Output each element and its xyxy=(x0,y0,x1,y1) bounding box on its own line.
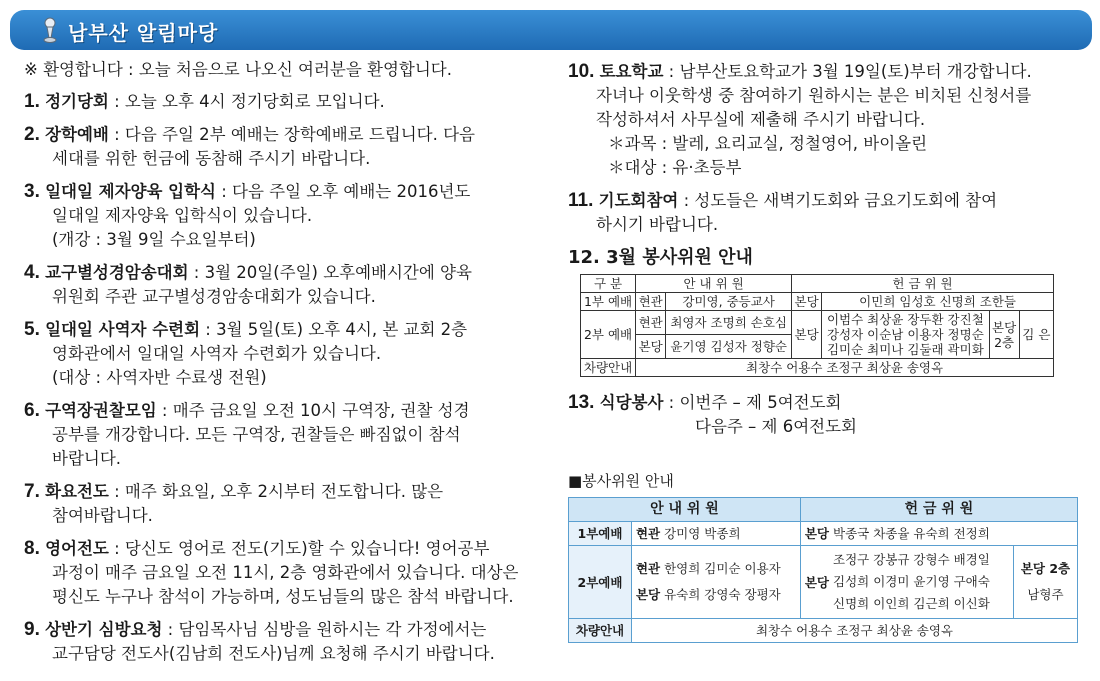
guide-title: ■봉사위원 안내 xyxy=(568,472,674,490)
cell: 헌 금 위 원 xyxy=(792,275,1054,293)
item-heading: 영어전도 xyxy=(45,539,109,558)
item-number: 4. xyxy=(24,262,40,283)
section12-title: 12. 3월 봉사위원 안내 xyxy=(568,247,753,268)
item-text: : 다음 주일 오후 예배는 2016년도 xyxy=(216,182,471,201)
name-line: 신명희 이인희 김근희 이신화 xyxy=(833,596,990,611)
name-line xyxy=(636,556,796,582)
volunteer-table-march xyxy=(580,274,1054,377)
item-heading: 일대일 사역자 수련회 xyxy=(45,320,201,339)
item-text: : 3월 20일(주일) 오후예배시간에 양육 xyxy=(188,263,472,282)
item-number: 3. xyxy=(24,181,40,202)
cell: 2부 예배 xyxy=(581,311,636,359)
cell: 안 내 위 원 xyxy=(636,275,792,293)
volunteer-guide-table xyxy=(568,497,1078,643)
cell: 본당 xyxy=(792,293,822,311)
cell: 김 은 xyxy=(1019,311,1053,359)
cell: 최창수 어용수 조정구 최상윤 송영옥 xyxy=(636,359,1054,377)
item-text: (대상 : 사역자반 수료생 전원) xyxy=(52,368,267,387)
item-text: 바랍니다. xyxy=(52,449,122,468)
item-heading: 화요전도 xyxy=(45,482,109,501)
announcement-item xyxy=(24,261,544,309)
item-number: 5. xyxy=(24,319,40,340)
item-text: : 3월 5일(토) 오후 4시, 본 교회 2층 xyxy=(200,320,468,339)
banner-title: 남부산 알림마당 xyxy=(68,21,219,45)
item-text: : 성도들은 새벽기도회와 금요기도회에 참여 xyxy=(678,191,998,210)
item-subtext: ＊대상 : 유·초등부 xyxy=(608,158,742,177)
cell: 본당 xyxy=(792,311,822,359)
announcement-item xyxy=(24,90,544,114)
speaker-icon xyxy=(40,16,60,44)
item-text: 과정이 매주 금요일 오전 11시, 2층 영화관에서 있습니다. 대상은 xyxy=(52,563,519,582)
item-heading: 식당봉사 xyxy=(599,393,664,412)
cell xyxy=(631,546,800,619)
announcement-item xyxy=(24,480,544,528)
cell: 현관 xyxy=(636,293,666,311)
announcement-item xyxy=(568,60,1088,180)
item-text: : 매주 화요일, 오후 2시부터 전도합니다. 많은 xyxy=(108,482,444,501)
name-line xyxy=(636,582,796,608)
names-cell xyxy=(833,549,990,615)
name-line: 2층 xyxy=(994,334,1015,350)
cell: 최창수 어용수 조정구 최상윤 송영옥 xyxy=(631,619,1077,643)
item-heading: 장학예배 xyxy=(45,125,109,144)
item-text: : 당신도 영어로 전도(기도)할 수 있습니다! 영어공부 xyxy=(108,539,490,558)
cell xyxy=(800,546,1013,619)
item-number: 9. xyxy=(24,619,40,640)
cell: 본당 xyxy=(636,335,666,359)
cell: 1부 예배 xyxy=(581,293,636,311)
name-line: 강성자 이순남 이용자 정명순 xyxy=(826,327,984,342)
item-text: : 오늘 오후 4시 정기당회로 모입니다. xyxy=(108,92,385,111)
names: 유숙희 강영숙 장평자 xyxy=(664,587,781,602)
item-text: 교구담당 전도사(김남희 전도사)님께 요청해 주시기 바랍니다. xyxy=(52,644,495,663)
item-heading: 정기당회 xyxy=(45,92,109,111)
names: 남형주 xyxy=(1027,587,1064,602)
item-number: 13. xyxy=(568,392,595,413)
announcement-item xyxy=(24,537,544,609)
cell xyxy=(989,311,1019,359)
cell: 최영자 조명희 손호심 xyxy=(666,311,792,335)
announcement-list xyxy=(24,90,544,666)
cell xyxy=(1013,546,1077,619)
announcement-item xyxy=(24,123,544,171)
loc: 본당 2층 xyxy=(1020,561,1071,576)
item-number: 1. xyxy=(24,91,40,112)
loc: 현관 xyxy=(635,561,661,576)
announcement-item xyxy=(24,399,544,471)
cell xyxy=(822,311,989,359)
item-number: 6. xyxy=(24,400,40,421)
cell: 2부예배 xyxy=(569,546,632,619)
cell: 1부예배 xyxy=(569,522,632,546)
item-text: 자녀나 이웃학생 중 참여하기 원하시는 분은 비치된 신청서를 xyxy=(596,86,1032,105)
loc: 본당 xyxy=(804,526,830,541)
item-number: 8. xyxy=(24,538,40,559)
announcement-item xyxy=(24,180,544,252)
item-text: 참여바랍니다. xyxy=(52,506,153,525)
item-text: : 다음 주일 2부 예배는 장학예배로 드립니다. 다음 xyxy=(108,125,475,144)
announcement-item xyxy=(568,189,1088,237)
names: 박종국 차종율 유숙희 전정희 xyxy=(833,526,990,541)
names: 한영희 김미순 이용자 xyxy=(664,561,781,576)
item-text: 작성하셔서 사무실에 제출해 주시기 바랍니다. xyxy=(596,110,926,129)
cell: 강미영, 중등교사 xyxy=(666,293,792,311)
announcement-13 xyxy=(568,391,1088,439)
item-text: 세대를 위한 헌금에 동참해 주시기 바랍니다. xyxy=(52,149,371,168)
item-text: 영화관에서 일대일 사역자 수련회가 있습니다. xyxy=(52,344,382,363)
item-number: 2. xyxy=(24,124,40,145)
cell: 차량안내 xyxy=(581,359,636,377)
item-number: 11. xyxy=(568,190,594,211)
name-line: 김성희 이경미 윤기영 구애숙 xyxy=(833,574,990,589)
item-text: 하시기 바랍니다. xyxy=(596,215,719,234)
cell: 이민희 임성호 신명희 조한들 xyxy=(822,293,1054,311)
item-heading: 토요학교 xyxy=(599,62,664,81)
name-line: 조정구 강봉규 강형수 배경일 xyxy=(833,552,990,567)
cell xyxy=(800,522,1077,546)
cell xyxy=(631,522,800,546)
announcement-item xyxy=(24,618,544,666)
item-number: 7. xyxy=(24,481,40,502)
item-text: (개강 : 3월 9일 수요일부터) xyxy=(52,230,256,249)
left-column xyxy=(24,58,544,675)
loc: 현관 xyxy=(635,526,661,541)
item-heading: 교구별성경암송대회 xyxy=(45,263,189,282)
loc: 본당 xyxy=(635,587,661,602)
cell: 헌 금 위 원 xyxy=(800,498,1077,522)
item-number: 10. xyxy=(568,61,595,82)
item-text: : 이번주 – 제 5여전도회 xyxy=(663,393,842,412)
item-text: : 매주 금요일 오전 10시 구역장, 권찰 성경 xyxy=(156,401,470,420)
item-text: : 남부산토요학교가 3월 19일(토)부터 개강합니다. xyxy=(663,62,1032,81)
item-text: 공부를 개강합니다. 모든 구역장, 권찰들은 빠짐없이 참석 xyxy=(52,425,461,444)
cell: 차량안내 xyxy=(569,619,632,643)
announcement-list-right xyxy=(568,60,1088,237)
cell: 윤기영 김성자 정향순 xyxy=(666,335,792,359)
cell: 구 분 xyxy=(581,275,636,293)
cell: 현관 xyxy=(636,311,666,335)
names: 강미영 박종희 xyxy=(664,526,741,541)
item-text: : 담임목사님 심방을 원하시는 각 가정에서는 xyxy=(162,620,487,639)
item-heading: 상반기 심방요청 xyxy=(45,620,163,639)
item-text: 다음주 – 제 6여전도회 xyxy=(695,417,857,436)
name-line: 본당 xyxy=(992,319,1017,335)
item-heading: 일대일 제자양육 입학식 xyxy=(45,182,216,201)
item-text: 위원회 주관 교구별성경암송대회가 있습니다. xyxy=(52,287,376,306)
item-heading: 구역장권찰모임 xyxy=(45,401,157,420)
name-line: 김미순 최미나 김둘래 곽미화 xyxy=(826,342,984,357)
nested xyxy=(805,549,990,615)
right-column xyxy=(568,60,1088,643)
announcement-item xyxy=(24,318,544,390)
item-text: 평신도 누구나 참석이 가능하며, 성도님들의 많은 참석 바랍니다. xyxy=(52,587,514,606)
loc: 본당 xyxy=(804,574,830,590)
welcome-text: ※ 환영합니다 : 오늘 처음으로 나오신 여러분을 환영합니다. xyxy=(24,60,452,79)
item-subtext: ＊과목 : 발레, 요리교실, 정철영어, 바이올린 xyxy=(608,134,928,153)
name-line: 이범수 최상윤 장두환 강진철 xyxy=(826,312,984,327)
header-banner xyxy=(10,10,1092,50)
item-text: 일대일 제자양육 입학식이 있습니다. xyxy=(52,206,313,225)
item-heading: 기도회참여 xyxy=(598,191,679,210)
cell: 안 내 위 원 xyxy=(569,498,801,522)
